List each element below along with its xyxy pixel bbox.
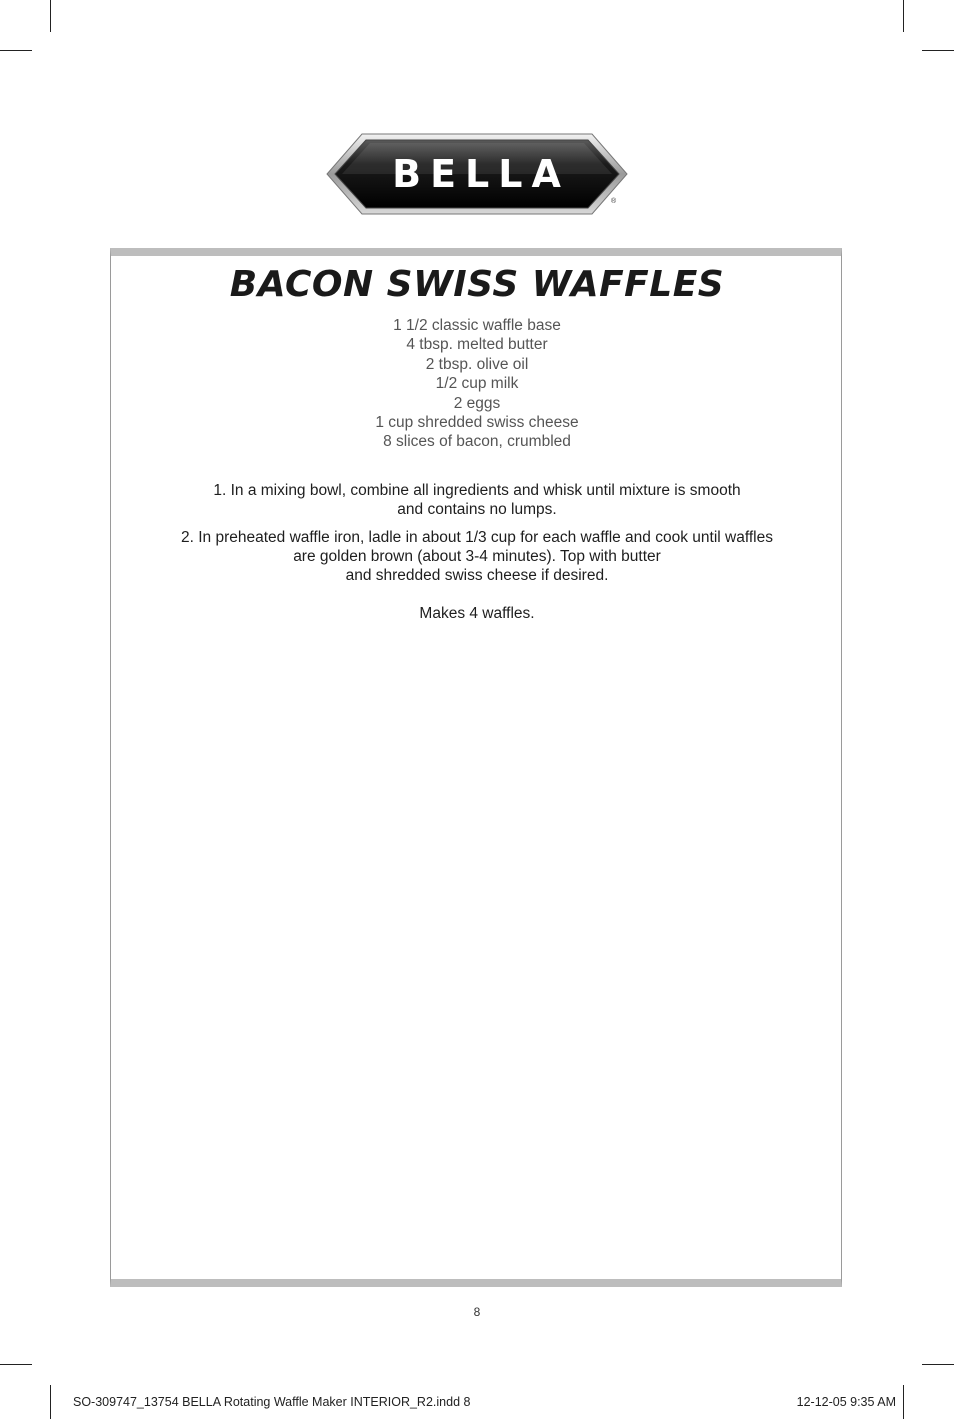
ingredient-item: 4 tbsp. melted butter: [406, 336, 548, 354]
step-text: and shredded swiss cheese if desired.: [345, 567, 609, 584]
step-text: 2. In preheated waffle iron, ladle in about 1/3 cup for each waffle and cook until waffles: [181, 529, 773, 546]
bella-logo: [326, 128, 628, 220]
registered-mark: ®: [611, 198, 617, 205]
crop-mark: [922, 1364, 954, 1365]
ingredient-item: 2 eggs: [453, 394, 501, 412]
crop-mark: [903, 1385, 904, 1419]
recipe-yield: Makes 4 waffles.: [419, 605, 535, 622]
step-text: and contains no lumps.: [397, 501, 557, 518]
ingredient-item: 1 1/2 classic waffle base: [393, 317, 561, 334]
crop-mark: [903, 0, 904, 32]
step-text: are golden brown (about 3-4 minutes). Top with butter: [293, 548, 661, 565]
ingredient-item: 1/2 cup milk: [435, 375, 519, 393]
ingredient-item: 8 slices of bacon, crumbled: [383, 433, 571, 451]
print-slug-file: SO-309747_13754 BELLA Rotating Waffle Maker INTERIOR_R2.indd 8: [73, 1395, 471, 1409]
instructions: [0, 481, 954, 623]
print-slug-timestamp: 12-12-05 9:35 AM: [796, 1395, 896, 1409]
crop-mark: [922, 50, 954, 51]
ingredient-item: 1 cup shredded swiss cheese: [375, 414, 579, 432]
ingredient-item: 2 tbsp. olive oil: [425, 355, 529, 373]
step-text: 1. In a mixing bowl, combine all ingredients and whisk until mixture is smooth: [213, 482, 741, 499]
crop-mark: [50, 1385, 51, 1419]
crop-mark: [0, 1364, 32, 1365]
crop-mark: [0, 50, 32, 51]
page-number: 8: [473, 1305, 481, 1319]
crop-mark: [50, 0, 51, 32]
recipe-title: BACON SWISS WAFFLES: [229, 264, 725, 305]
ingredient-list: [0, 316, 954, 452]
logo-wordmark: BELLA: [392, 152, 570, 196]
step-2: [0, 528, 954, 585]
step-1: [0, 481, 954, 519]
